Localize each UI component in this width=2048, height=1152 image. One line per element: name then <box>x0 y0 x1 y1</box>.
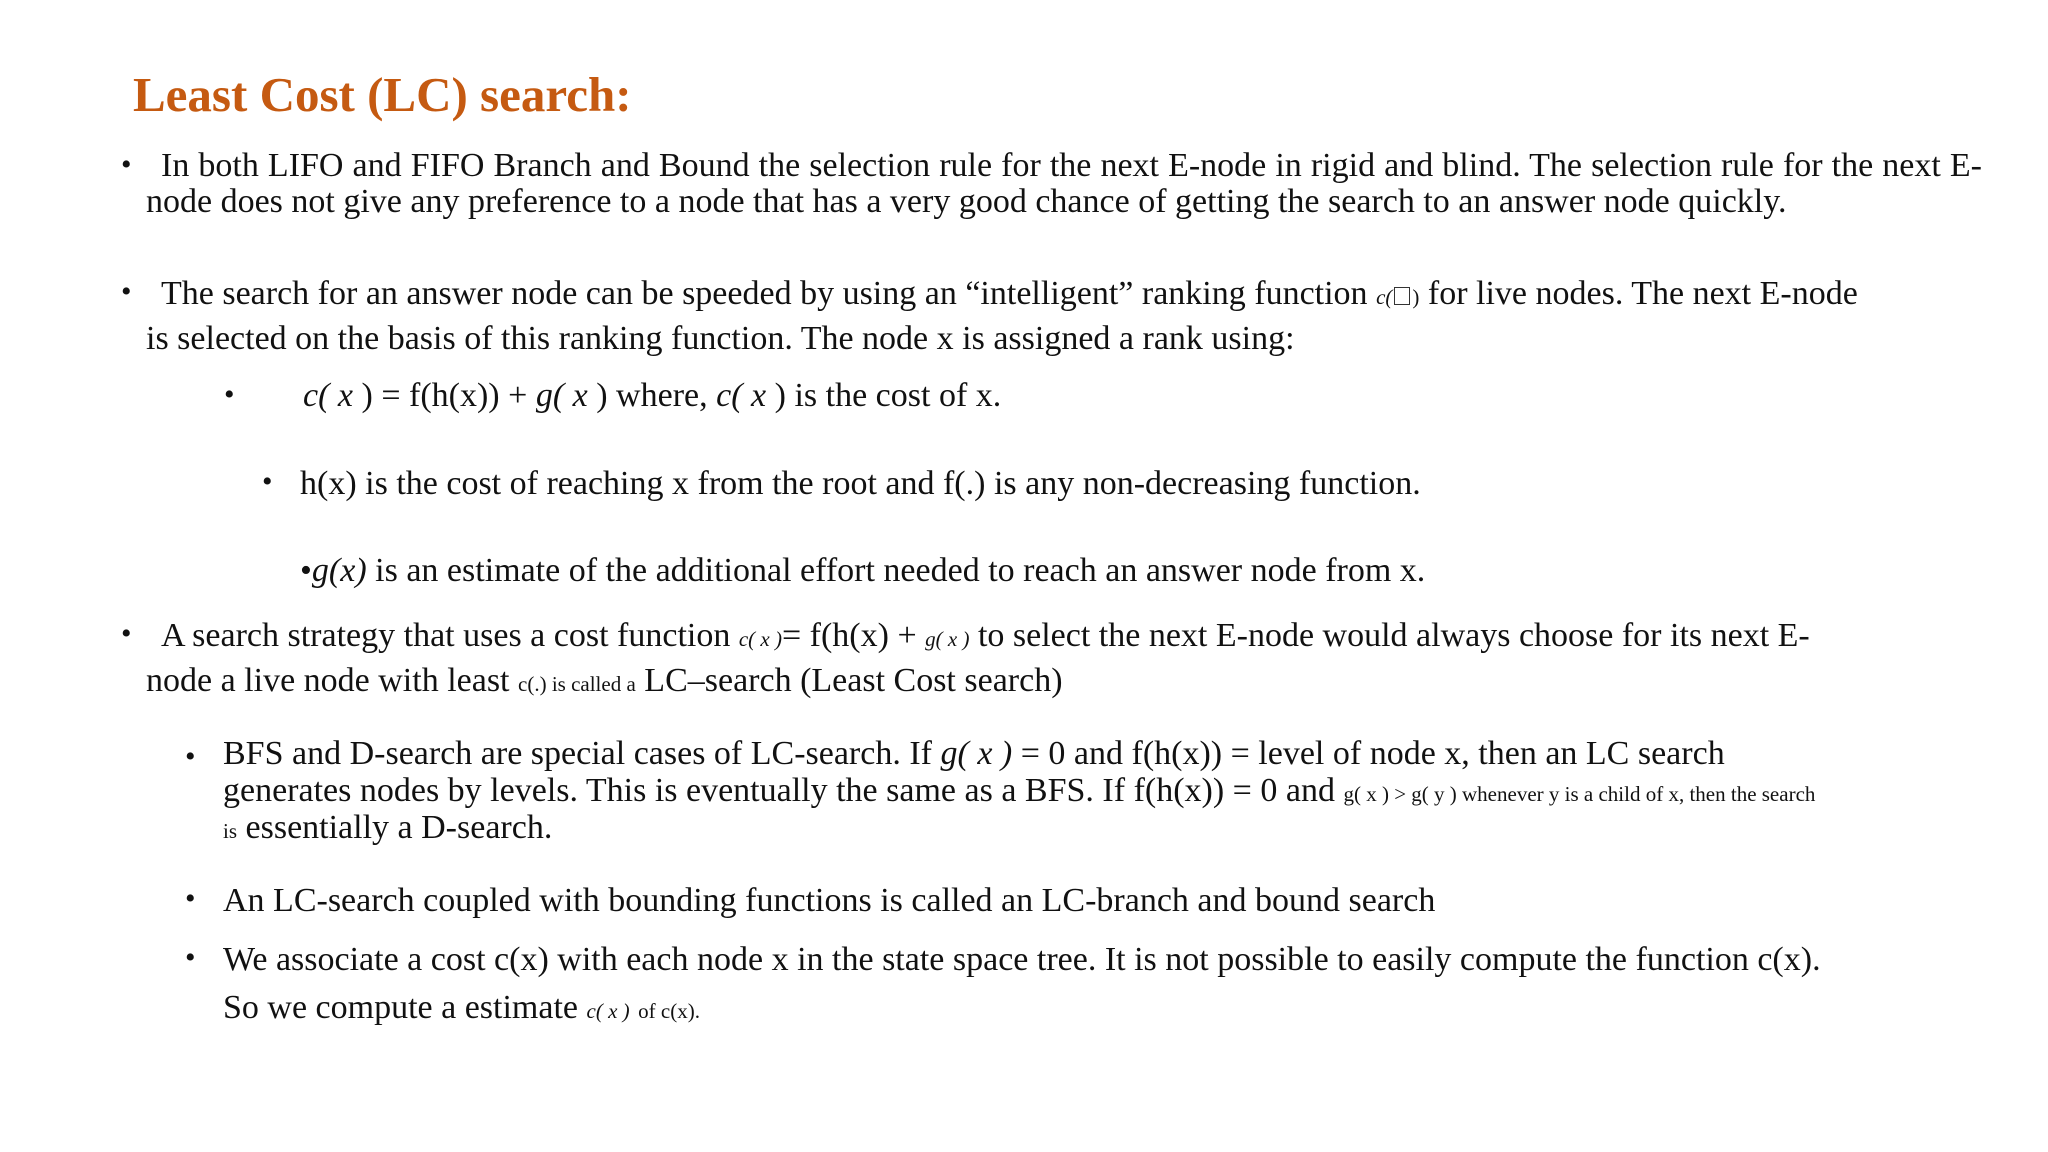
text: BFS and D-search are special cases of LC-search. If <box>223 735 941 772</box>
placeholder-box-icon <box>1394 287 1410 305</box>
text: A search strategy that uses a cost function <box>161 617 731 654</box>
small-text: g( x ) > g( y ) whenever y is a child of x, then the search <box>1343 782 1816 806</box>
bfs-dsearch-line-3 <box>223 809 552 850</box>
x: x <box>564 377 597 414</box>
text: ) = f(h(x)) + <box>361 377 536 414</box>
cost-estimate-line-1: We associate a cost c(x) with each node x in the state space tree. It is not possible to easily compute the function c(x). <box>223 941 1821 978</box>
bullet: • <box>185 882 196 915</box>
text: LC–search (Least Cost search) <box>644 662 1063 699</box>
text: for live nodes. The next E-node <box>1427 275 1858 312</box>
text: is an estimate of the additional effort needed to reach an answer node from x. <box>366 552 1426 589</box>
bullet: • <box>121 617 132 650</box>
g-hat-symbol: g( x ) <box>925 627 970 651</box>
text: = f(h(x) + <box>781 617 917 654</box>
bfs-dsearch-line-1 <box>223 735 1725 773</box>
paren: ) <box>1412 285 1420 309</box>
text: essentially a D-search. <box>245 809 553 846</box>
hx-definition: h(x) is the cost of reaching x from the root and f(.) is any non-decreasing function. <box>300 465 1421 502</box>
g-hat: g( x ) <box>940 735 1013 772</box>
small-text: c(.) is called a <box>518 672 636 696</box>
paragraph-ranking-line-1 <box>161 271 1858 320</box>
paragraph-search-strategy-line-2 <box>146 658 1063 707</box>
bullet: • <box>185 740 196 773</box>
c-hat-symbol: c( x ) <box>586 999 630 1023</box>
text: So we compute a estimate <box>223 989 579 1026</box>
text: to select the next E-node would always choose for its next E- <box>977 617 1810 654</box>
bullet: • <box>185 941 196 974</box>
x: x <box>329 377 362 414</box>
bfs-dsearch-line-2 <box>223 772 1815 813</box>
x: (x) <box>328 552 367 589</box>
bullet: • <box>121 148 132 181</box>
text: generates nodes by levels. This is eventually the same as a BFS. If f(h(x)) = 0 and <box>223 772 1335 809</box>
bullet: • <box>262 465 273 498</box>
c-hat: c( <box>716 377 743 414</box>
lc-branch-bound: An LC-search coupled with bounding functions is called an LC-branch and bound search <box>223 882 1436 919</box>
g-hat: g <box>311 552 329 589</box>
bullet: • <box>300 552 312 589</box>
cost-estimate-line-2 <box>223 985 700 1034</box>
text: = 0 and f(h(x)) = level of node x, then an LC search <box>1012 735 1725 772</box>
small-text: is <box>223 819 238 843</box>
text: ) where, <box>596 377 717 414</box>
c-hat-symbol: c( <box>1376 285 1393 309</box>
gx-definition <box>300 548 1425 593</box>
small-text: of c(x). <box>638 999 700 1023</box>
paragraph-search-strategy-line-1 <box>161 613 1810 662</box>
text: node a live node with least <box>146 662 510 699</box>
paragraph-ranking-line-2: is selected on the basis of this ranking function. The node x is assigned a rank using: <box>146 320 1295 357</box>
c-hat-symbol: c( x ) <box>738 627 782 651</box>
bullet: • <box>224 378 235 411</box>
c-hat: c( <box>303 377 330 414</box>
paragraph-text: In both LIFO and FIFO Branch and Bound the selection rule for the next E-node in rigid and blind. The selection rule for the next E-node does not give any preference to a node that has a very good chance of getting the search to an answer node quickly. <box>146 147 1982 220</box>
x: x <box>742 377 775 414</box>
g-hat: g( <box>535 377 565 414</box>
bullet: • <box>121 275 132 308</box>
text: ) is the cost of x. <box>774 377 1002 414</box>
slide-title: Least Cost (LC) search: <box>133 67 632 122</box>
cost-formula <box>303 373 1001 418</box>
paragraph-lifo-fifo <box>146 148 1982 220</box>
text: The search for an answer node can be speeded by using an “intelligent” ranking function <box>161 275 1368 312</box>
